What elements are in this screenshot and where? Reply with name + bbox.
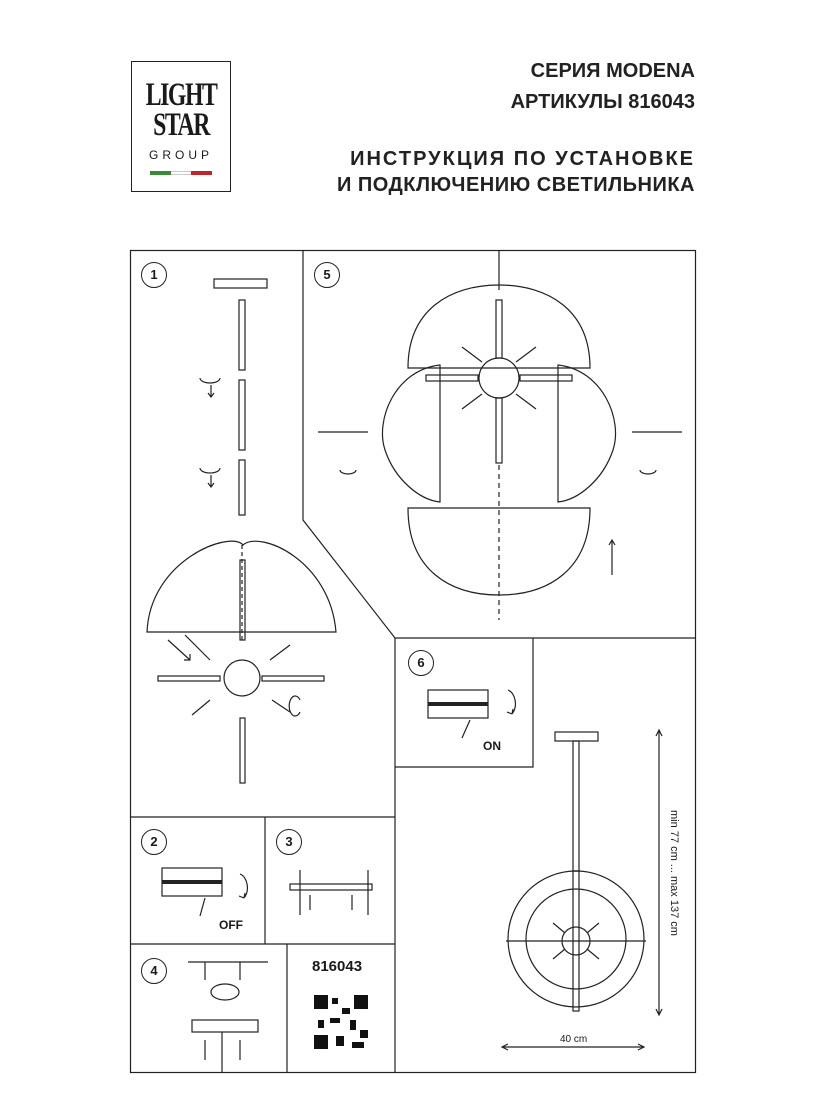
logo-line1: LIGHT: [145, 77, 217, 113]
step-6-on-label: ON: [483, 739, 501, 753]
step-2-off-label: OFF: [219, 918, 243, 932]
step-1-badge: 1: [141, 262, 167, 288]
instruction-title-line2: И ПОДКЛЮЧЕНИЮ СВЕТИЛЬНИКА: [336, 174, 695, 196]
series-title: СЕРИЯ MODENA: [530, 60, 695, 82]
step1-drawing: [147, 279, 336, 783]
step-2-badge: 2: [141, 829, 167, 855]
step4-drawing: [188, 962, 268, 1072]
step-5-badge: 5: [314, 262, 340, 288]
step5-drawing: [318, 250, 682, 620]
step-3-badge: 3: [276, 829, 302, 855]
logo-line3: GROUP: [148, 148, 213, 162]
product-code: 816043: [312, 958, 363, 975]
step6-drawing: [428, 690, 515, 738]
step2-drawing: [162, 868, 247, 916]
width-dimension: 40 cm: [560, 1034, 588, 1045]
qr-code-icon: [314, 995, 368, 1049]
step3-drawing: [290, 870, 372, 915]
instruction-title-line1: ИНСТРУКЦИЯ ПО УСТАНОВКЕ: [350, 148, 695, 170]
articles-title: АРТИКУЛЫ 816043: [510, 91, 695, 113]
step-4-badge: 4: [141, 958, 167, 984]
height-dimension: min 77 cm ... max 137 cm: [668, 810, 680, 936]
logo-line2: STAR: [153, 107, 209, 143]
step-6-badge: 6: [408, 650, 434, 676]
assembled-drawing: [502, 730, 662, 1050]
